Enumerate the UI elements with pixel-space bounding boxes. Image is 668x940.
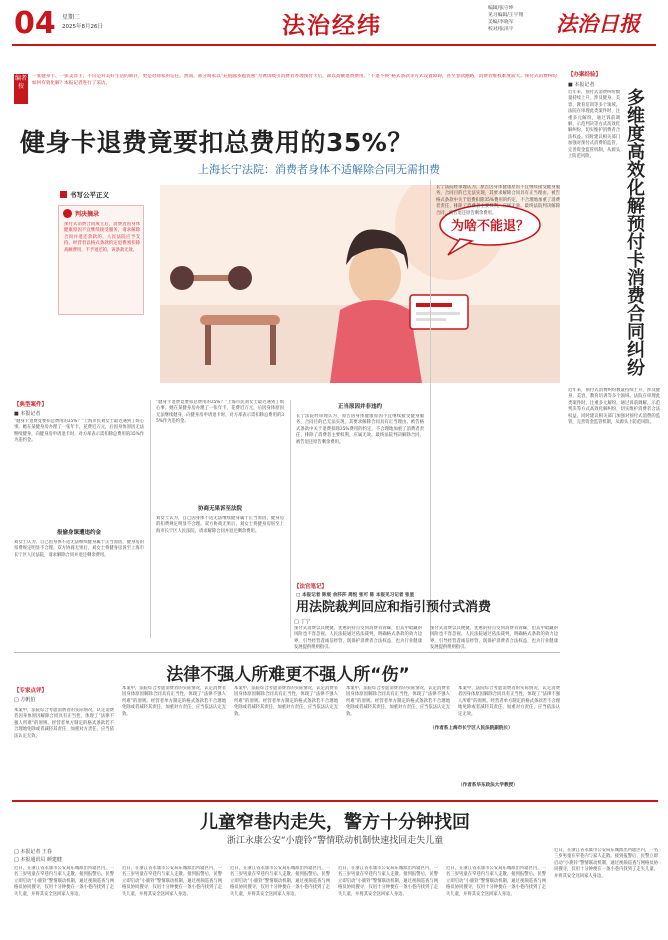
lead-col-1-text: “健身卡退费竟要扣总费用的35%？”上海市民刘女士最近遇到了烦心事。她在某健身房办理了一张年卡，花费近万元，后因身体原因无法继续健身，向健身房申请退卡时，对方却表示需扣除总费用的35%作为违约金。 bbox=[14, 419, 144, 444]
judgment-excerpt-text: 预付式消费合同成立后，消费者因身体健康原因不宜继续接受服务，请求解除合同并退还余款的，人民法院应予支持。经营者以格式条款约定退费须扣除高额费用、不予退还的，该条款无效。 bbox=[64, 222, 140, 253]
judgment-excerpt-box bbox=[58, 205, 144, 315]
right-sidebar bbox=[568, 70, 660, 698]
right-sidebar-headline bbox=[624, 88, 660, 380]
masthead-rule bbox=[12, 44, 656, 46]
feature2-byline: □ 方帆伯 bbox=[14, 697, 36, 703]
lead-col-2-text: “健身卡退费竟要扣总费用的35%？”上海市民刘女士最近遇到了烦心事。她在某健身房办理了一张年卡，花费近万元，后因身体原因无法继续健身，向健身房申请退卡时，对方却表示需扣除总费用的35%作为违约金。 bbox=[156, 400, 284, 425]
page-number: 04 bbox=[14, 6, 56, 41]
editor-note-tag: 编者按 bbox=[14, 74, 28, 104]
right-sidebar-text-top: 近年来，预付式消费纠纷数量持续上升，涉及健身、美容、教育培训等多个领域。法院在审理此类案件时，注重多元解纷，通过诉前调解、示范判决等方式高效化解纠纷，切实维护消费者合法权益。同时建议相关部门加强对预付式消费的监管，完善资金监管机制，从源头上防范风险。 bbox=[568, 90, 620, 160]
paper-logo: 法治日报 bbox=[556, 11, 640, 36]
bottom-col-4: 近日，在浙江省永康市公安局东城派出所辖区内，一名三岁男童在窄巷内与家人走散。接到报警后，民警立即启动“小鹿铃”警情联动机制，通过视频巡查与网格员协同搜寻，仅用十分钟便在一条小巷内找到了走失儿童，并将其安全送回家人身边。 bbox=[338, 866, 438, 897]
right-sidebar-text-bottom: 近年来，预付式消费纠纷数量持续上升，涉及健身、美容、教育培训等多个领域。法院在审理此类案件时，注重多元解纷，通过诉前调解、示范判决等方式高效化解纠纷，切实维护消费者合法权益。同时建议相关部门加强对预付式消费的监管，完善资金监管机制，从源头上防范风险。 bbox=[568, 388, 660, 426]
bottom-byline-1: □ 本报记者 王春 bbox=[14, 849, 52, 855]
section-title: 法治经纬 bbox=[282, 12, 382, 39]
bottom-col-2: 近日，在浙江省永康市公安局东城派出所辖区内，一名三岁男童在窄巷内与家人走散。接到报警后，民警立即启动“小鹿铃”警情联动机制，通过视频巡查与网格员协同搜寻，仅用十分钟便在一条小巷内找到了走失儿童，并将其安全送回家人身边。 bbox=[122, 866, 222, 897]
judgment-excerpt-icon bbox=[63, 209, 72, 218]
col-divider bbox=[290, 400, 291, 638]
speech-bubble-text: 为啥不能退？ bbox=[450, 219, 530, 234]
feature2-headline: 法律不强人所难更不强人所“伤” bbox=[166, 665, 410, 685]
col-divider bbox=[430, 180, 431, 638]
bottom-byline-2: □ 本报通讯员 颜建健 bbox=[14, 857, 62, 863]
feature2-source: （作者系华东政法大学教授） bbox=[458, 783, 518, 788]
bottom-rule bbox=[12, 800, 658, 802]
bottom-headline: 儿童窄巷内走失，警方十分钟找回 bbox=[200, 812, 470, 833]
right-sidebar-reporter: ■ 本报记者 bbox=[568, 82, 595, 88]
lead-deck: 上海长宁法院：消费者身体不适解除合同无需扣费 bbox=[198, 163, 440, 176]
sub-head-1: 报偷身课遭违约金 bbox=[56, 530, 101, 536]
sub-head-3: 正当原因并非违约 bbox=[337, 404, 382, 410]
lead-col-2-text-2: 刘女士认为，自己因身体不适无法继续健身属于正当原因，健身房的扣费规定明显不合理。双方协商无果后，刘女士将健身房诉至上海市长宁区人民法院，请求解除合同并退还剩余费用。 bbox=[156, 516, 284, 534]
lead-col-1-text-2: 刘女士认为，自己因身体不适无法继续健身属于正当原因，健身房的扣费规定明显不合理。双方协商无果后，刘女士将健身房诉至上海市长宁区人民法院，请求解除合同并退还剩余费用。 bbox=[14, 540, 144, 558]
bottom-col-5: 近日，在浙江省永康市公安局东城派出所辖区内，一名三岁男童在窄巷内与家人走散。接到报警后，民警立即启动“小鹿铃”警情联动机制，通过视频巡查与网格员协同搜寻，仅用十分钟便在一条小巷内找到了走失儿童，并将其安全送回家人身边。 bbox=[446, 866, 546, 897]
bottom-deck: 浙江永康公安“小鹿铃”警情联动机制快速找回走失儿童 bbox=[226, 836, 444, 846]
sub-head-2: 协商无果诉至法院 bbox=[197, 506, 242, 512]
judge-notes-byline: □ 丁宁 bbox=[294, 619, 311, 625]
judge-notes-text-1: 预付式消费以其便捷、优惠的特点受到消费者青睐，但其中暗藏的风险也不容忽视。人民法院通过依法裁判，明确格式条款的效力边界，引导经营者诚信经营，既保护消费者合法权益，也为行业健康发展提供规则指引。 bbox=[294, 626, 422, 651]
lead-headline: 健身卡退费竟要扣总费用的35%？ bbox=[20, 128, 413, 157]
bottom-col-3: 近日，在浙江省永康市公安局东城派出所辖区内，一名三岁男童在窄巷内与家人走散。接到报警后，民警立即启动“小鹿铃”警情联动机制，通过视频巡查与网格员协同搜寻，仅用十分钟便在一条小巷内找到了走失儿童，并将其安全送回家人身边。 bbox=[230, 866, 330, 897]
editor-note-text: 一张健身卡、一张美容卡，不仅是对美好生活的期许，更是对商家的信任。然而，部分商家以“充值越多越优惠”为诱饵吸引消费者办理预付卡后，却以高额退费费用、“不退不换”格式条款等方式设置障碍，甚至卷款跑路，消费者维权难度较大。预付式消费纠纷如何有效化解？本报记者进行了采访。 bbox=[32, 74, 557, 86]
feature2-tag: 【专家点评】 bbox=[14, 688, 48, 694]
judgment-excerpt-label: 判决摘录 bbox=[75, 211, 100, 218]
masthead bbox=[0, 0, 668, 46]
column-tag-marker bbox=[60, 191, 67, 198]
lead-col-1 bbox=[14, 400, 144, 638]
judge-notes-headline: 用法院裁判回应和指引预付式消费 bbox=[296, 600, 492, 615]
right-sidebar-label: 【办案经验】 bbox=[568, 72, 602, 78]
lead-col-4-text: 长宁法院经审理认为，原告因身体健康原因不宜继续接受健身服务，合同目的已无法实现，其要求解除合同具有正当理由。被告格式条款中关于退费扣除35%费用的约定，不合理地加重了消费者责任、排除了消费者主要权利，应属无效。最终法院判决解除合同，被告退还原告剩余费用。 bbox=[436, 185, 560, 216]
lead-col-3-text: 长宁法院经审理认为，原告因身体健康原因不宜继续接受健身服务，合同目的已无法实现，其要求解除合同具有正当理由。被告格式条款中关于退费扣除35%费用的约定，不合理地加重了消费者责任、排除了消费者主要权利，应属无效。最终法院判决解除合同，被告退还原告剩余费用。 bbox=[296, 414, 424, 445]
right-sidebar-headline-text: 多维度高效化解预付卡消费合同纠纷 bbox=[624, 88, 645, 376]
column-tag-label: 书写公平正义 bbox=[70, 191, 109, 199]
feature2-col-4: 本案中，法院综合考虑消费者的实际情况，认定消费者因身体原因解除合同具有正当性，体现了“法律不强人所难”的原则。经营者单方制定的格式条款若不合理地免除或者减轻其责任、加重对方责任，应当依法认定无效。 bbox=[346, 686, 450, 717]
lead-reporter: ■ 本报记者 bbox=[14, 411, 41, 417]
bottom-col-6: 近日，在浙江省永康市公安局东城派出所辖区内，一名三岁男童在窄巷内与家人走散。接到报警后，民警立即启动“小鹿铃”警情联动机制，通过视频巡查与网格员协同搜寻，仅用十分钟便在一条小巷内找到了走失儿童，并将其安全送回家人身边。 bbox=[554, 848, 658, 879]
case-heading: 【典型案件】 bbox=[14, 402, 48, 408]
feature2-col-1: 本案中，法院综合考虑消费者的实际情况，认定消费者因身体原因解除合同具有正当性，体现了“法律不强人所难”的原则。经营者单方制定的格式条款若不合理地免除或者减轻其责任、加重对方责任，应当依法认定无效。 bbox=[14, 708, 114, 739]
feature2-rule bbox=[14, 652, 560, 653]
judge-notes-source: （作者系上海市长宁区人民法院副院长） bbox=[430, 726, 513, 731]
judge-notes-tag: 【法官笔记】 bbox=[294, 584, 328, 590]
lead-byline: □ 本报记者 陈宸 余莎莎 周悦 张可 陈 本报见习记者 张星 bbox=[296, 593, 415, 598]
bottom-col-1: 近日，在浙江省永康市公安局东城派出所辖区内，一名三岁男童在窄巷内与家人走散。接到报警后，民警立即启动“小鹿铃”警情联动机制，通过视频巡查与网格员协同搜寻，仅用十分钟便在一条小巷内找到了走失儿童，并将其安全送回家人身边。 bbox=[14, 866, 114, 897]
issue-date: 2025年8月26日 bbox=[62, 24, 103, 30]
editor-note bbox=[14, 74, 560, 104]
bottom-body bbox=[14, 848, 660, 938]
col-divider bbox=[150, 400, 151, 638]
feature2-col-3: 本案中，法院综合考虑消费者的实际情况，认定消费者因身体原因解除合同具有正当性，体现了“法律不强人所难”的原则。经营者单方制定的格式条款若不合理地免除或者减轻其责任、加重对方责任，应当依法认定无效。 bbox=[234, 686, 338, 717]
weekday: 星期二 bbox=[62, 14, 81, 21]
editor-credits: 编辑/张守坤 见习编辑/王宇翔 美编/李晓军 校对/张泽宇 bbox=[488, 6, 524, 32]
judge-notes-text-2: 预付式消费以其便捷、优惠的特点受到消费者青睐，但其中暗藏的风险也不容忽视。人民法院通过依法裁判，明确格式条款的效力边界，引导经营者诚信经营，既保护消费者合法权益，也为行业健康发展提供规则指引。 bbox=[430, 626, 558, 651]
lead-col-4 bbox=[436, 185, 560, 438]
feature2-col-5: 本案中，法院综合考虑消费者的实际情况，认定消费者因身体原因解除合同具有正当性，体现了“法律不强人所难”的原则。经营者单方制定的格式条款若不合理地免除或者减轻其责任、加重对方责任，应当依法认定无效。 bbox=[458, 686, 560, 717]
feature2-col-2: 本案中，法院综合考虑消费者的实际情况，认定消费者因身体原因解除合同具有正当性，体现了“法律不强人所难”的原则。经营者单方制定的格式条款若不合理地免除或者减轻其责任、加重对方责任，应当依法认定无效。 bbox=[122, 686, 226, 717]
lead-col-2 bbox=[156, 400, 284, 638]
feature2-body bbox=[14, 686, 560, 794]
